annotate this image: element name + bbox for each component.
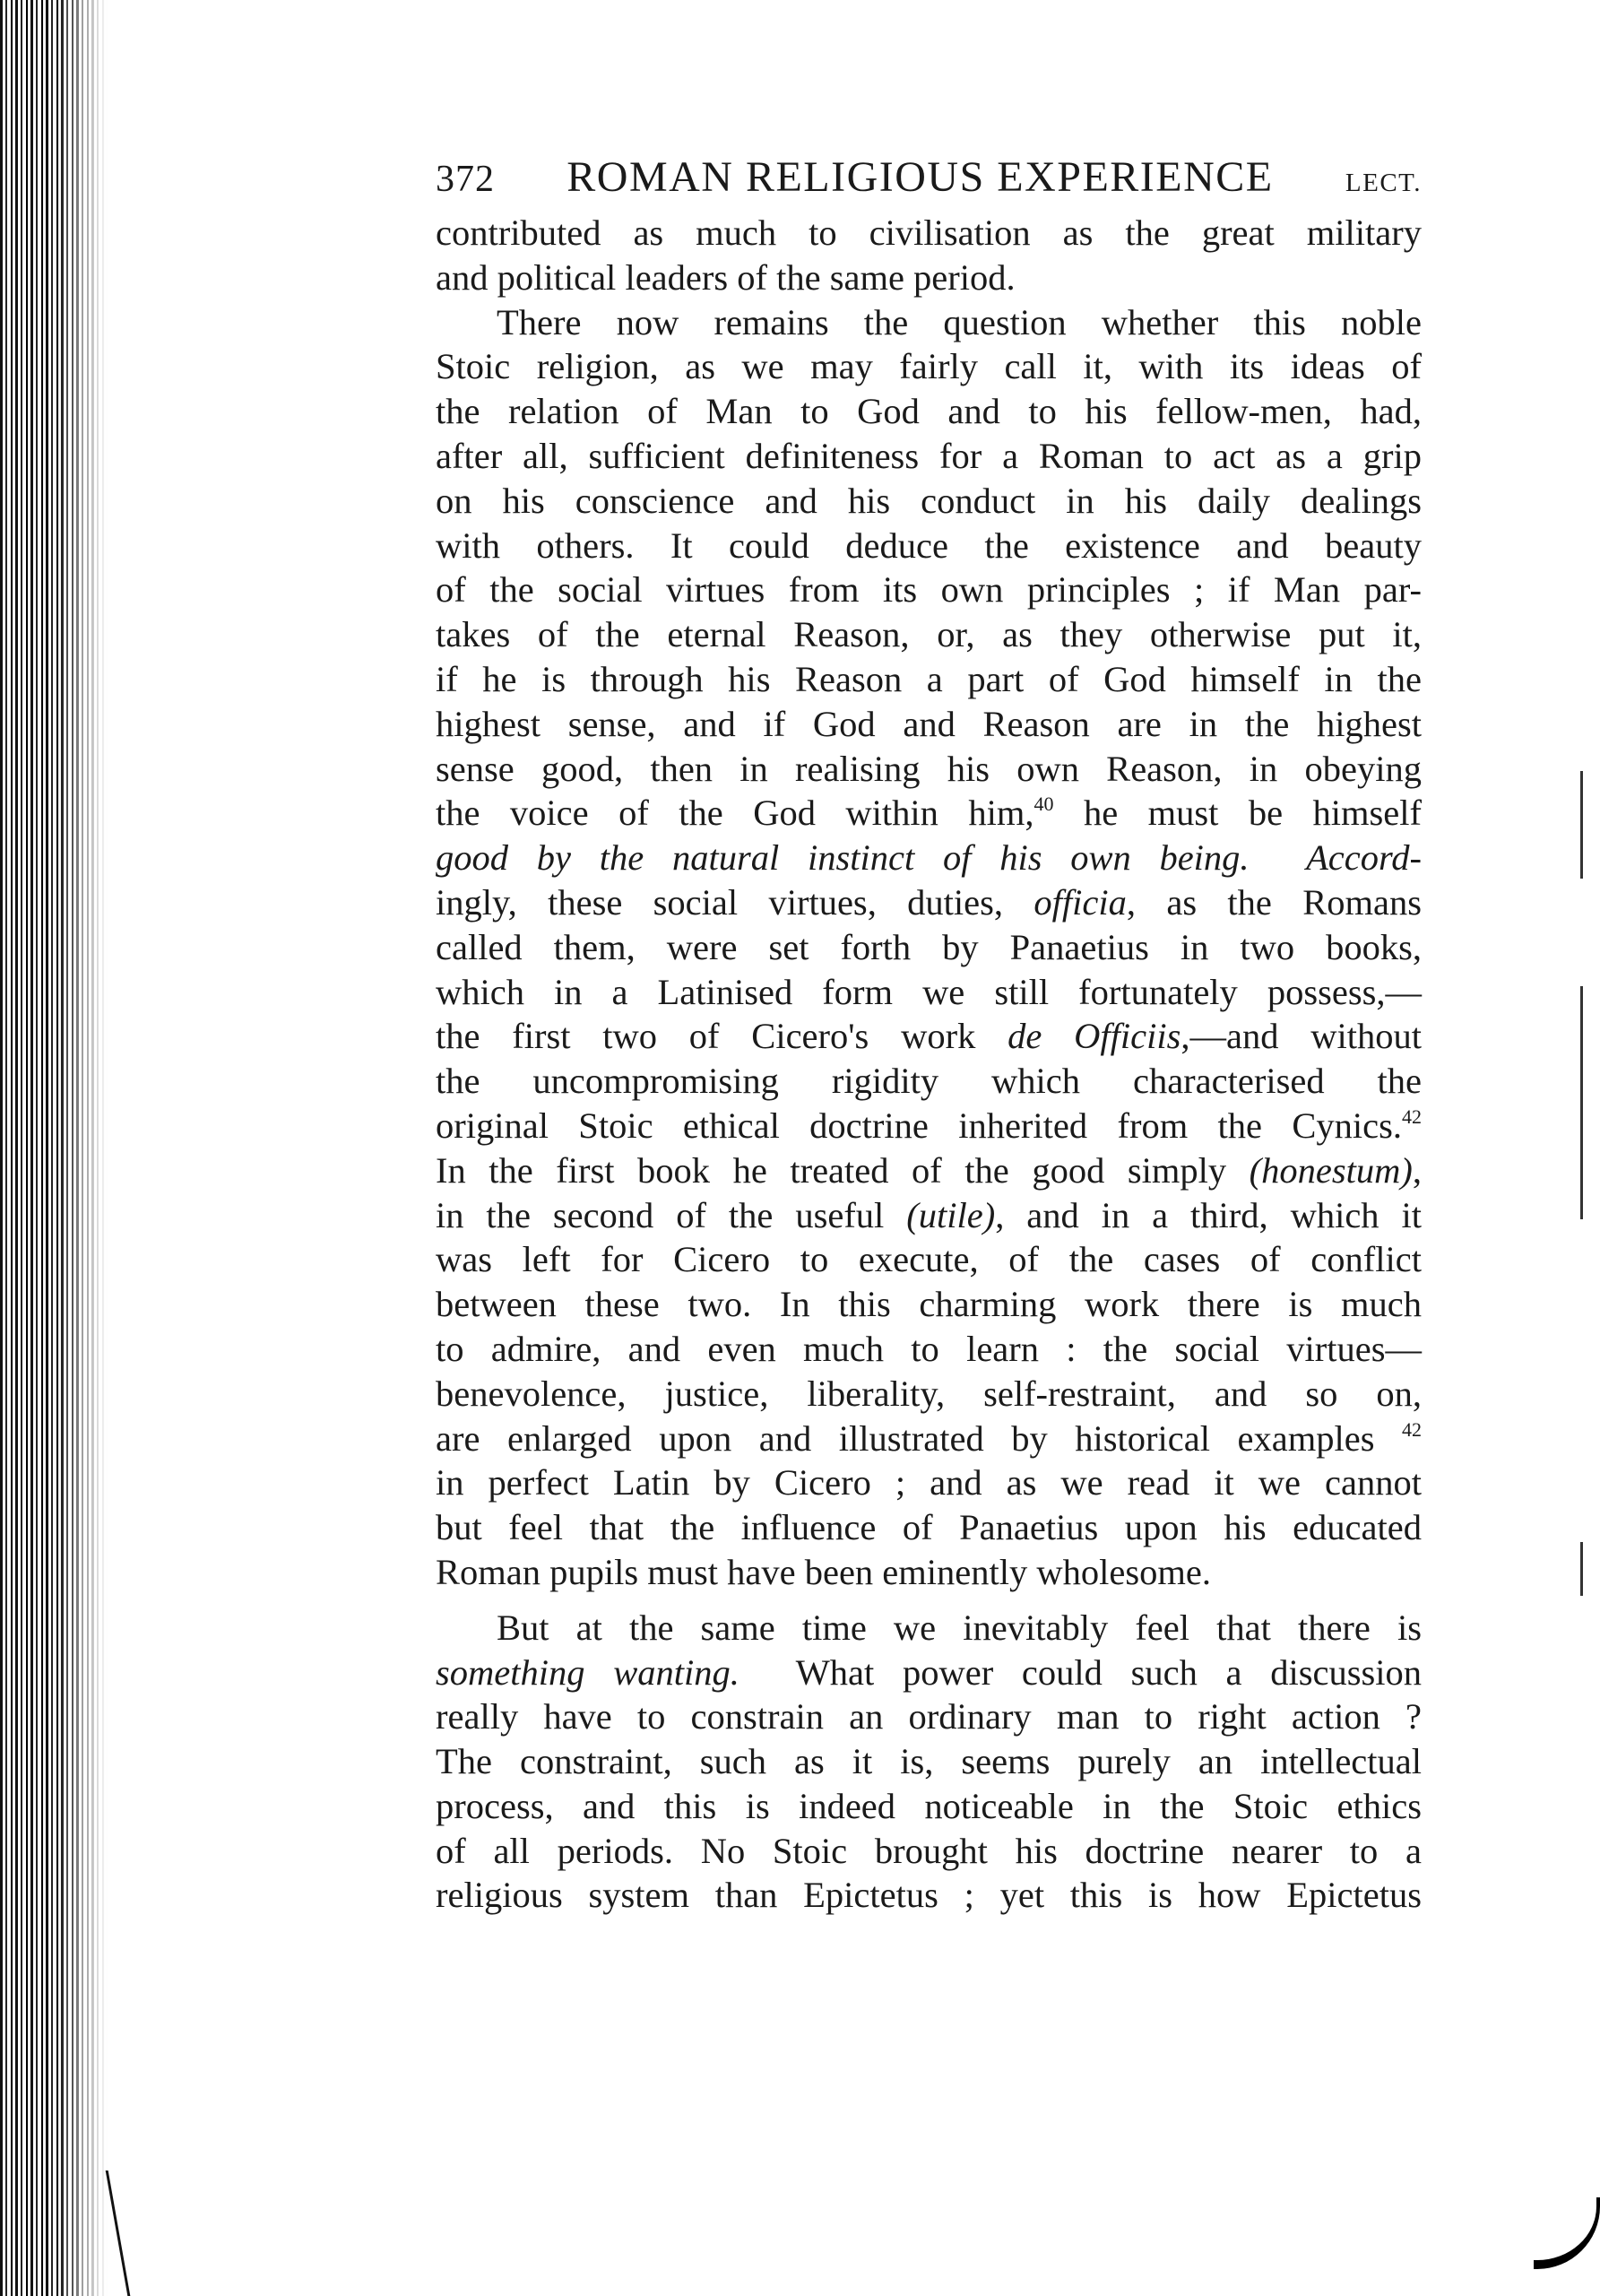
italic-term: officia [1034,881,1127,923]
footnote-ref: 40 [1034,793,1054,816]
text-line [436,1014,1422,1059]
text-span: , as the Romans [1126,881,1422,923]
text-line: which in a Latinised form we still fortunately possess,— [436,971,1422,1012]
italic-span: good by the natural instinct of his own being. [436,837,1250,879]
italic-span: Accord- [1306,837,1422,879]
footnote-ref: 42 [1402,1105,1422,1128]
text-span: , and in a third, which it [995,1194,1422,1235]
text-span: In the first book he treated of the good simply [436,1149,1227,1191]
text-line: the relation of Man to God and to his fellow-men, had, [436,391,1422,432]
text-line [436,1417,1422,1461]
text-line [436,880,1422,925]
book-page [436,152,1422,1918]
text-line [436,791,1422,836]
text-line: with others. It could deduce the existence and beauty [436,524,1422,566]
text-line: of all periods. No Stoic brought his doctrine nearer to a [436,1830,1422,1871]
italic-span: something wanting. [436,1651,739,1693]
page-header [436,152,1422,202]
text-line: and political leaders of the same period. [436,256,1016,298]
text-line: to admire, and even much to learn : the social virtues— [436,1328,1422,1369]
text-line: highest sense, and if God and Reason are in the highest [436,703,1422,744]
text-line: There now remains the question whether this noble [497,301,1422,342]
text-span: he must be himself [1053,793,1423,834]
paragraph [436,300,1422,1595]
italic-term: (honestum) [1249,1149,1413,1191]
text-span: original Stoic ethical doctrine inherited from the Cynics. [436,1105,1402,1146]
text-line: religious system than Epictetus ; yet this is how Epictetus [436,1875,1422,1916]
text-line: But at the same time we inevitably feel that there is [497,1607,1422,1648]
page-number: 372 [436,159,495,200]
margin-mark [1580,771,1583,879]
italic-title: de Officiis [1008,1016,1181,1057]
text-line: really have to constrain an ordinary man to right action ? [436,1696,1422,1737]
text-line: process, and this is indeed noticeable in the Stoic ethics [436,1785,1422,1826]
text-line: The constraint, such as it is, seems purely an intellectual [436,1741,1422,1782]
text-line: between these two. In this charming work there is much [436,1284,1422,1325]
footnote-ref: 42 [1402,1417,1423,1441]
text-span: the first two of Cicero's work [436,1016,976,1057]
text-line: of the social virtues from its own principles ; if Man par- [436,569,1422,611]
body-text [436,211,1422,1918]
text-line: was left for Cicero to execute, of the cases of conflict [436,1239,1422,1280]
text-span: the voice of the God within him, [436,793,1034,834]
paragraph [436,211,1422,300]
italic-term: (utile) [906,1194,996,1235]
text-span: , [1412,1149,1422,1191]
text-span: are enlarged upon and illustrated by historical examples [436,1417,1375,1459]
text-line: but feel that the influence of Panaetius upon his educated [436,1507,1422,1548]
section-marker: LECT. [1345,169,1422,197]
text-line: the uncompromising rigidity which characterised the [436,1061,1422,1102]
text-line: contributed as much to civilisation as the great military [436,212,1422,253]
text-line: takes of the eternal Reason, or, as they otherwise put it, [436,614,1422,655]
text-line [436,836,1422,880]
text-line [436,1651,1422,1695]
text-line: on his conscience and his conduct in his daily dealings [436,480,1422,521]
margin-mark [1580,1542,1583,1596]
text-span: ingly, these social virtues, duties, [436,881,1004,923]
book-spine-edge [0,0,108,2296]
text-line: called them, were set forth by Panaetius in two books, [436,926,1422,967]
paragraph [436,1606,1422,1919]
text-line: benevolence, justice, liberality, self-restraint, and so on, [436,1373,1422,1414]
running-title: ROMAN RELIGIOUS EXPERIENCE [566,153,1274,201]
text-line: in perfect Latin by Cicero ; and as we read it we cannot [436,1462,1422,1503]
text-line: after all, sufficient definiteness for a Roman to act as a grip [436,435,1422,476]
text-line: sense good, then in realising his own Reason, in obeying [436,748,1422,789]
text-line: Roman pupils must have been eminently wholesome. [436,1551,1211,1592]
text-span: What power could such a discussion [795,1651,1422,1693]
page-corner-curl [1534,2197,1600,2269]
text-span: ,—and without [1181,1016,1422,1057]
text-line [436,1148,1422,1193]
text-line: Stoic religion, as we may fairly call it, with its ideas of [436,346,1422,387]
text-span: in the second of the useful [436,1194,885,1235]
text-line [436,1193,1422,1238]
text-line [436,1104,1422,1148]
text-line: if he is through his Reason a part of God himself in the [436,658,1422,699]
margin-mark [1580,986,1583,1219]
